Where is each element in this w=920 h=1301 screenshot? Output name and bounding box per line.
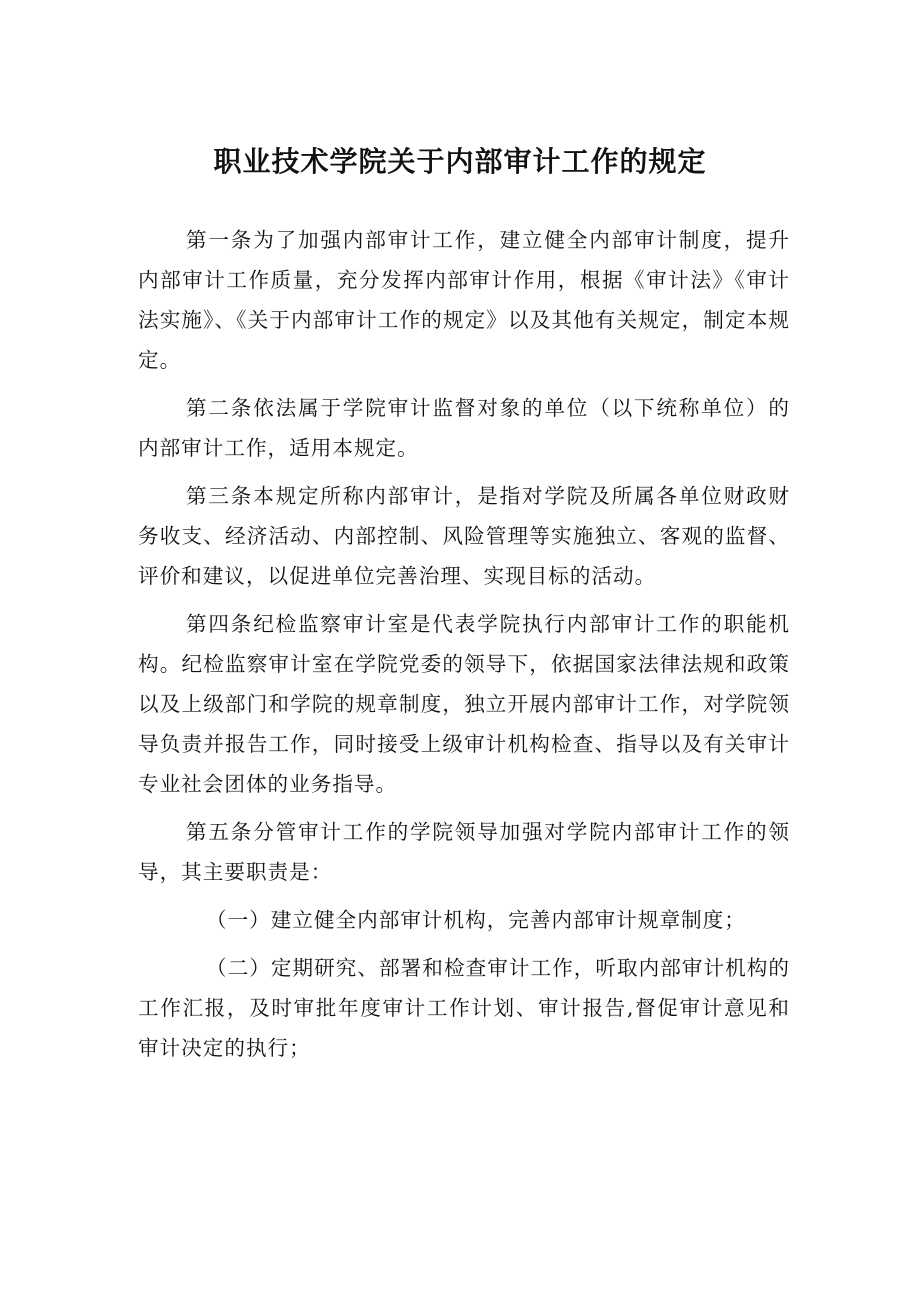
duty-item-1: （一）建立健全内部审计机构，完善内部审计规章制度； — [206, 908, 746, 932]
article-3-paragraph: 第三条本规定所称内部审计，是指对学院及所属各单位财政财务收支、经济活动、内部控制、风险管理等实施独立、客观的监督、评价和建议，以促进单位完善治理、实现目标的活动。 — [138, 484, 790, 588]
duty-item-2: （二）定期研究、部署和检查审计工作，听取内部审计机构的工作汇报，及时审批年度审计工作计划、审计报告,督促审计意见和审计决定的执行； — [138, 956, 790, 1060]
article-2-paragraph: 第二条依法属于学院审计监督对象的单位（以下统称单位）的内部审计工作，适用本规定。 — [138, 396, 790, 460]
document-title: 职业技术学院关于内部审计工作的规定 — [213, 145, 707, 178]
article-1-paragraph: 第一条为了加强内部审计工作，建立健全内部审计制度，提升内部审计工作质量，充分发挥内部审计作用，根据《审计法》《审计法实施》、《关于内部审计工作的规定》以及其他有关规定，制定本规定。 — [138, 228, 790, 372]
article-5-paragraph: 第五条分管审计工作的学院领导加强对学院内部审计工作的领导，其主要职责是： — [138, 820, 790, 884]
document-body — [138, 220, 790, 1076]
article-4-paragraph: 第四条纪检监察审计室是代表学院执行内部审计工作的职能机构。纪检监察审计室在学院党委的领导下，依据国家法律法规和政策以及上级部门和学院的规章制度，独立开展内部审计工作，对学院领导负责并报告工作，同时接受上级审计机构检查、指导以及有关审计专业社会团体的业务指导。 — [138, 612, 790, 796]
